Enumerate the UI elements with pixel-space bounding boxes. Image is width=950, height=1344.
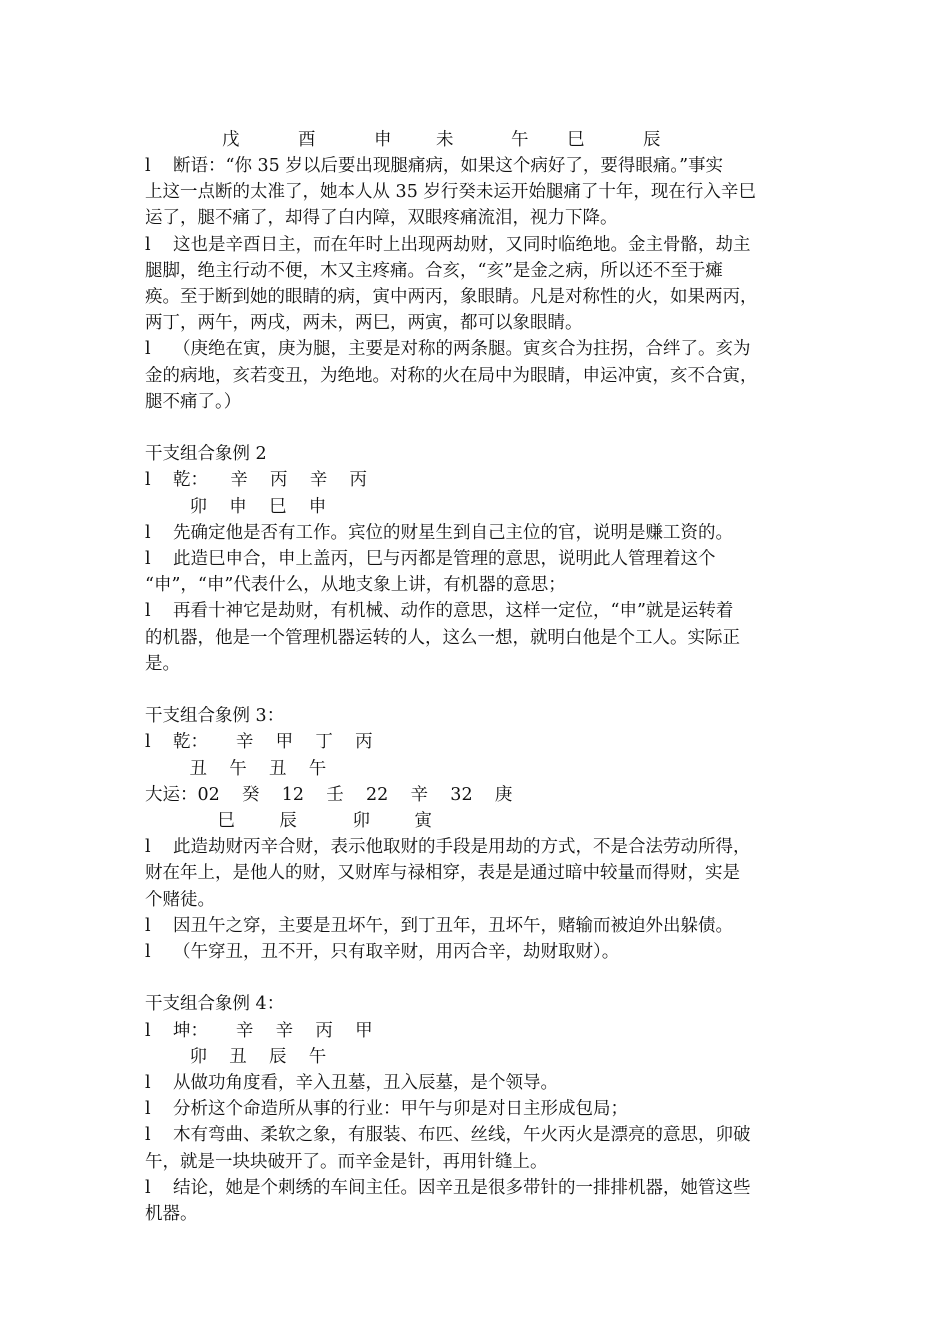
pillar-char: 巳 <box>567 130 585 150</box>
line-text: 乾： 辛 丙 辛 丙 <box>173 470 368 491</box>
text-line <box>145 598 733 624</box>
text-line <box>145 939 619 965</box>
line-text: 从做功角度看，辛入丑墓，丑入辰墓，是个领导。 <box>173 1073 558 1093</box>
bullet-marker: l <box>145 522 151 543</box>
text-line <box>145 651 180 677</box>
line-text: 这也是辛酉日主，而在年时上出现两劫财，又同时临绝地。金主骨骼，劫主 <box>173 234 751 255</box>
text-line <box>145 284 758 310</box>
line-text: 坤： 辛 辛 丙 甲 <box>173 1020 373 1041</box>
line-text: 痪。至于断到她的眼睛的病，寅中两丙，象眼睛。凡是对称性的火，如果两丙， <box>145 287 758 307</box>
text-line <box>145 232 751 258</box>
text-line <box>145 1175 751 1201</box>
bullet-marker: l <box>145 1020 151 1041</box>
text-line <box>145 494 326 520</box>
line-text: 干支组合象例 4： <box>145 994 285 1015</box>
pillar-char: 申 <box>374 130 392 150</box>
pillar-char: 辰 <box>643 130 661 150</box>
text-line <box>145 1149 548 1175</box>
bullet-marker: l <box>145 601 151 622</box>
bullet-marker: l <box>145 1099 151 1120</box>
pillar-char: 戊 <box>222 130 240 150</box>
pillar-char: 午 <box>511 130 529 150</box>
line-text: “申”，“申”代表什么，从地支象上讲，有机器的意思； <box>145 575 566 596</box>
bullet-marker: l <box>145 470 151 491</box>
line-text: 此造巳申合，申上盖丙，巳与丙都是管理的意思，说明此人管理着这个 <box>173 549 716 569</box>
line-text: 结论，她是个刺绣的车间主任。因辛丑是很多带针的一排排机器，她管这些 <box>173 1177 751 1198</box>
bullet-marker: l <box>145 732 151 753</box>
bullet-marker: l <box>145 234 151 255</box>
text-line <box>145 336 751 362</box>
text-line <box>145 782 512 808</box>
text-line <box>145 1070 558 1096</box>
bullet-marker: l <box>145 549 151 569</box>
line-text: 巳 辰 卯 寅 <box>145 811 432 831</box>
text-line <box>145 913 733 939</box>
pillar-row <box>0 126 950 154</box>
text-line <box>145 258 723 284</box>
line-text: 因丑午之穿，主要是丑坏午，到丁丑年，丑坏午，赌输而被迫外出躲债。 <box>173 915 733 936</box>
text-line <box>145 1018 373 1044</box>
line-text: 腿脚，绝主行动不便，木又主疼痛。合亥，“亥”是金之病，所以还不至于瘫 <box>145 260 723 281</box>
text-line <box>145 179 756 205</box>
line-text: 丑 午 丑 午 <box>145 758 327 779</box>
text-line <box>145 441 267 467</box>
line-text: 卯 丑 辰 午 <box>145 1046 327 1067</box>
line-text: 的机器，他是一个管理机器运转的人，这么一想，就明白他是个工人。实际正 <box>145 627 740 648</box>
pillar-char: 未 <box>436 130 454 150</box>
line-text: 干支组合象例 3： <box>145 706 285 727</box>
pillar-char: 酉 <box>298 130 316 150</box>
line-text: 腿不痛了。） <box>145 391 242 412</box>
line-text: （庚绝在寅，庚为腿，主要是对称的两条腿。寅亥合为拄拐，合绊了。亥为 <box>173 339 751 360</box>
line-text: 上这一点断的太准了，她本人从 35 岁行癸未运开始腿痛了十年，现在行入辛巳 <box>145 182 756 203</box>
text-line <box>145 860 740 886</box>
line-text: 午，就是一块块破开了。而辛金是针，再用针缝上。 <box>145 1151 548 1172</box>
bullet-marker: l <box>145 1177 151 1198</box>
line-text: 卯 申 巳 申 <box>145 496 327 517</box>
line-text: 分析这个命造所从事的行业：甲午与卯是对日主形成包局； <box>173 1099 628 1120</box>
text-line <box>145 756 326 782</box>
text-line <box>145 205 618 231</box>
line-text: 是。 <box>145 653 180 674</box>
text-line <box>145 153 723 179</box>
text-line <box>145 520 733 546</box>
line-text: 财在年上，是他人的财，又财库与禄相穿，表是是通过暗中较量而得财，实是 <box>145 863 740 884</box>
bullet-marker: l <box>145 1073 151 1093</box>
text-line <box>145 887 215 913</box>
line-text: 断语：“你 35 岁以后要出现腿痛病，如果这个病好了，要得眼痛。”事实 <box>173 156 724 176</box>
line-text: 先确定他是否有工作。宾位的财星生到自己主位的官，说明是赚工资的。 <box>173 522 733 543</box>
text-line <box>145 991 284 1017</box>
text-line <box>145 1044 326 1070</box>
line-text: （午穿丑，丑不开，只有取辛财，用丙合辛，劫财取财）。 <box>173 942 620 962</box>
line-text: 机器。 <box>145 1204 198 1224</box>
text-line <box>145 467 367 493</box>
text-line <box>145 729 373 755</box>
text-line <box>145 363 758 389</box>
line-text: 再看十神它是劫财，有机械、动作的意思，这样一定位，“申”就是运转着 <box>173 601 734 622</box>
bullet-marker: l <box>145 156 151 176</box>
bullet-marker: l <box>145 915 151 936</box>
text-line <box>145 1201 198 1227</box>
bullet-marker: l <box>145 837 151 858</box>
line-text: 大运：02 癸 12 壬 22 辛 32 庚 <box>145 784 513 805</box>
text-line <box>145 572 566 598</box>
line-text: 个赌徒。 <box>145 889 215 910</box>
line-text: 干支组合象例 2 <box>145 444 267 465</box>
bullet-marker: l <box>145 339 151 360</box>
text-line <box>145 310 583 336</box>
line-text: 两丁，两午，两戌，两未，两巳，两寅，都可以象眼睛。 <box>145 313 583 334</box>
text-line <box>145 703 284 729</box>
line-text: 此造劫财丙辛合财，表示他取财的手段是用劫的方式，不是合法劳动所得， <box>173 837 751 858</box>
text-line <box>145 834 751 860</box>
line-text: 金的病地，亥若变丑，为绝地。对称的火在局中为眼睛，申运冲寅，亥不合寅， <box>145 365 758 386</box>
bullet-marker: l <box>145 1125 151 1146</box>
text-line <box>145 546 716 572</box>
line-text: 木有弯曲、柔软之象，有服装、布匹、丝线，午火丙火是漂亮的意思，卯破 <box>173 1125 751 1146</box>
text-line <box>145 808 432 834</box>
text-line <box>145 389 241 415</box>
line-text: 运了，腿不痛了，却得了白内障，双眼疼痛流泪，视力下降。 <box>145 208 618 229</box>
text-line <box>145 1122 751 1148</box>
text-line <box>145 1096 628 1122</box>
line-text: 乾： 辛 甲 丁 丙 <box>173 732 373 753</box>
bullet-marker: l <box>145 942 151 962</box>
text-line <box>145 625 740 651</box>
